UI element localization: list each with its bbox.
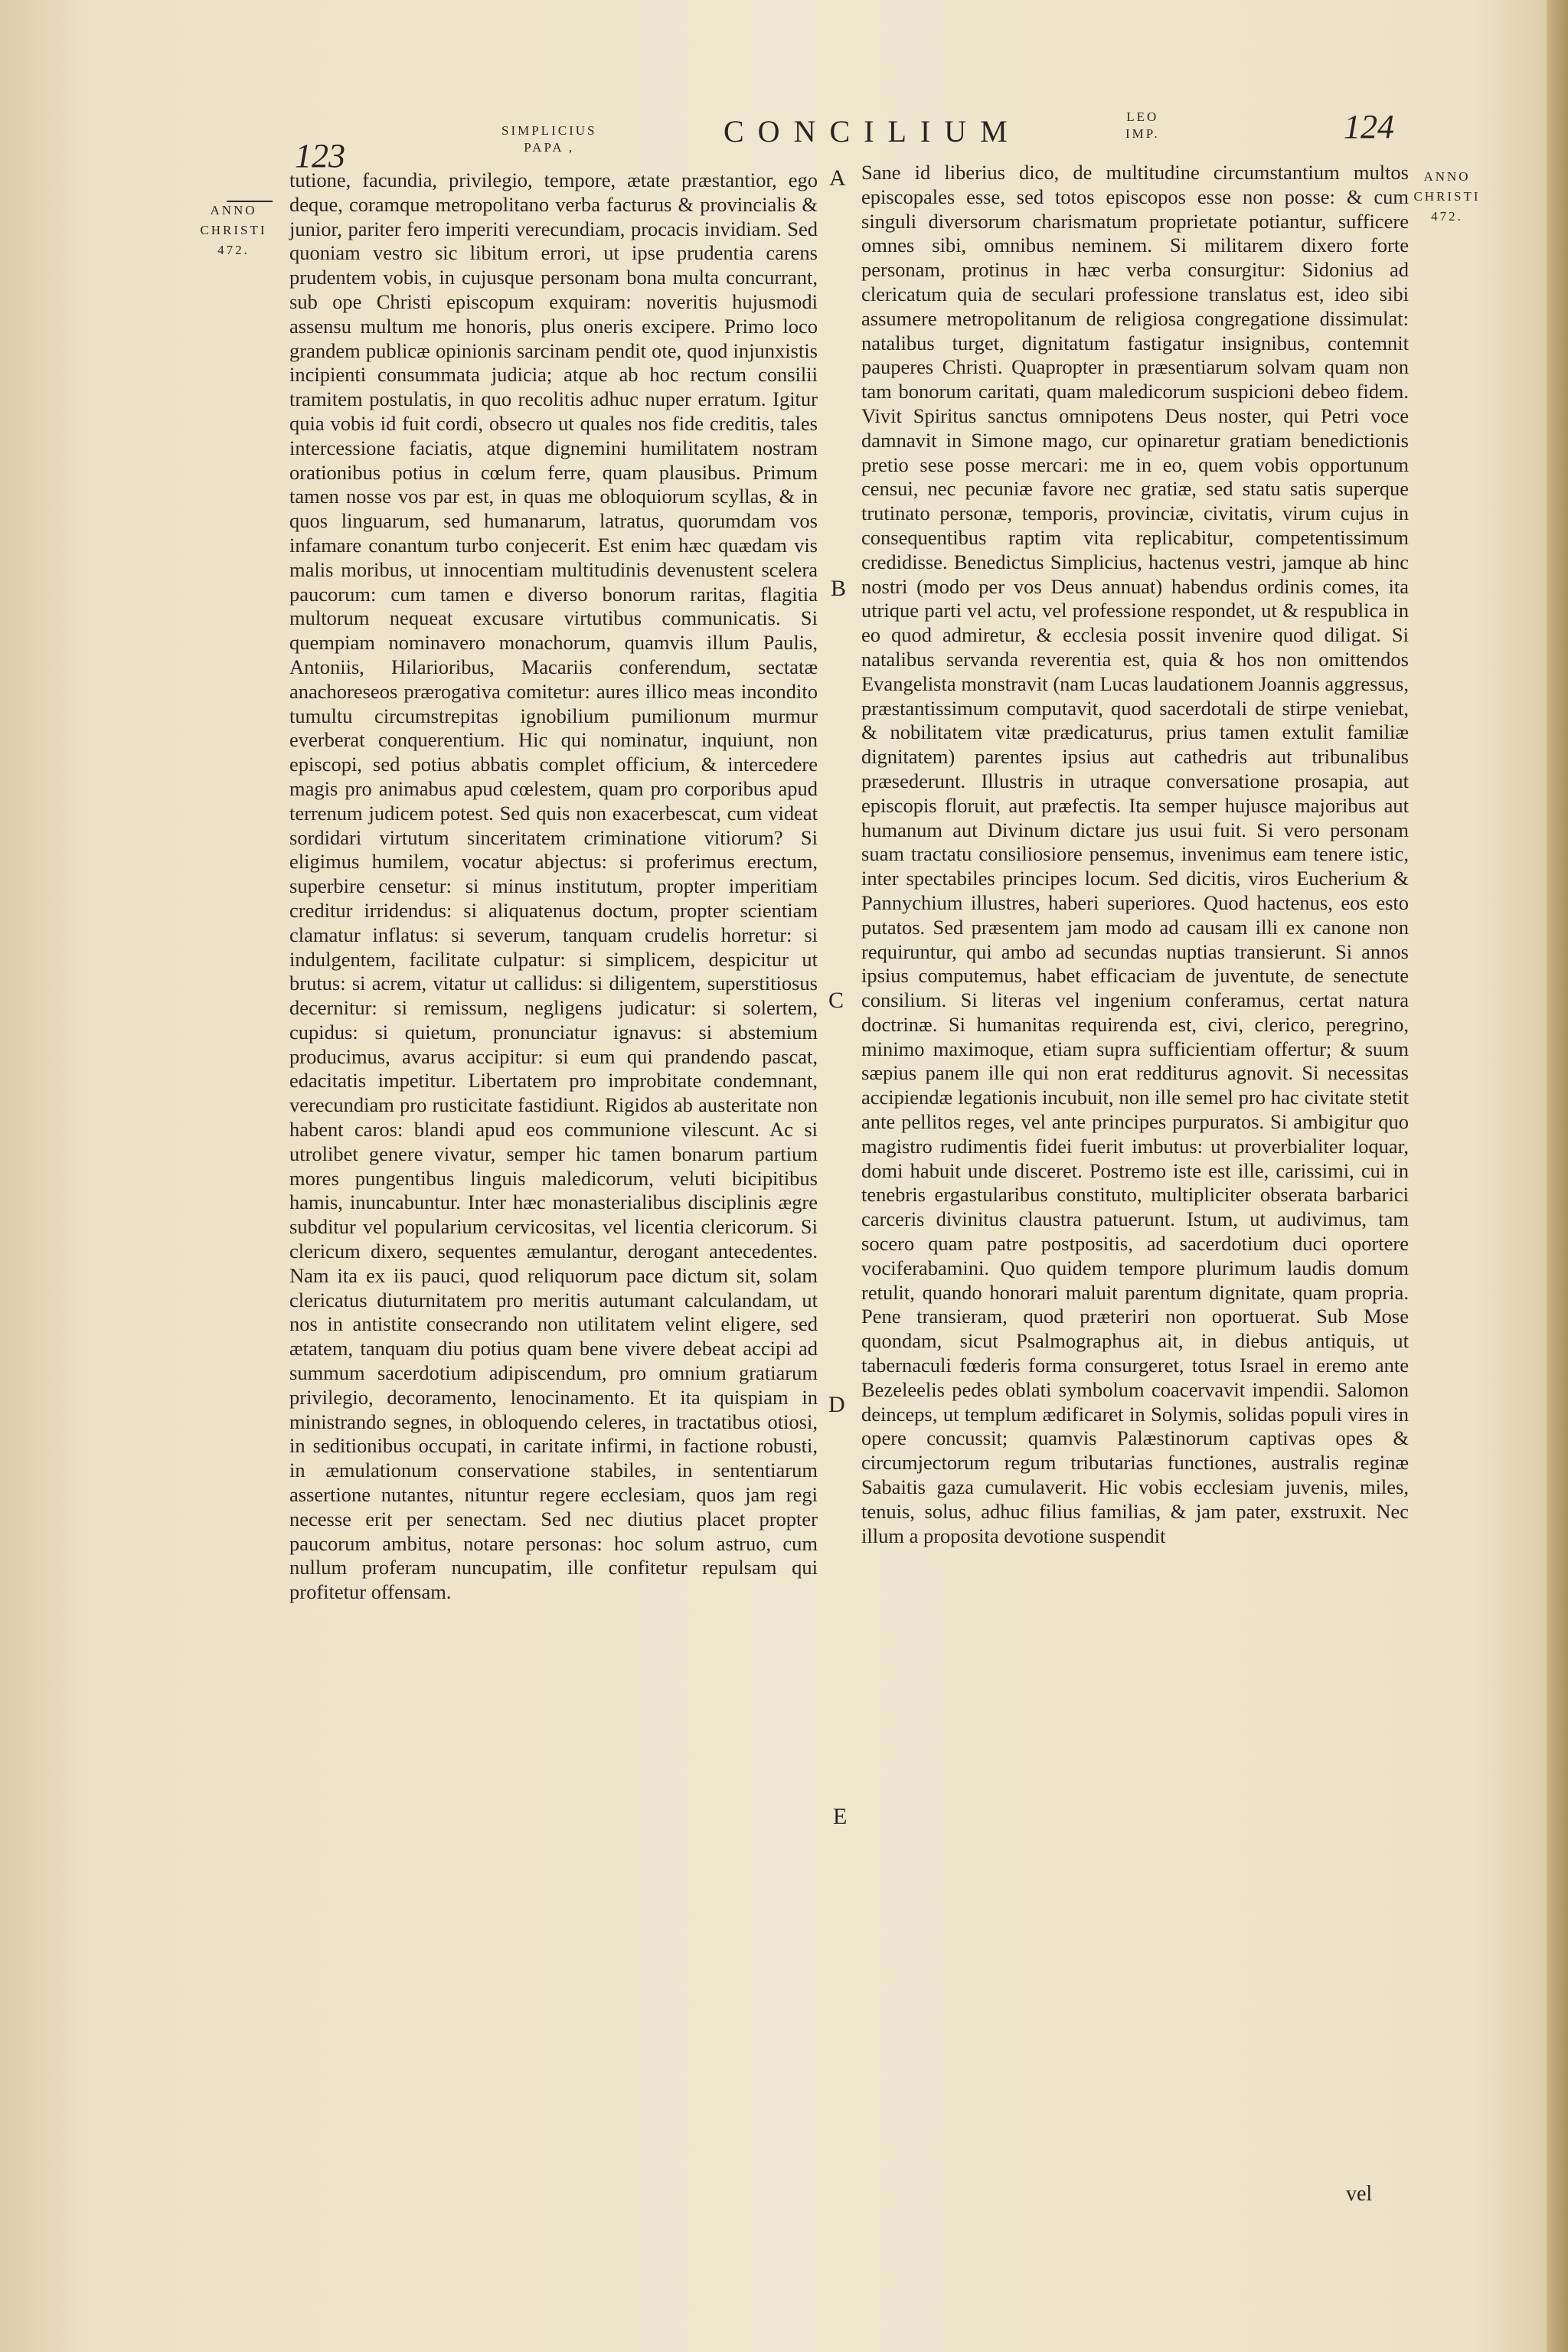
margin-note-line: ANNO — [1423, 169, 1471, 184]
margin-note-line: 472. — [1431, 209, 1463, 224]
section-letter: D — [828, 1392, 845, 1417]
section-letter: E — [833, 1804, 848, 1829]
book-binding-edge — [1547, 0, 1568, 2352]
running-head-left — [501, 122, 596, 156]
text-column-right — [861, 161, 1409, 2182]
section-letter: B — [831, 576, 847, 601]
running-head-left-line: SIMPLICIUS — [501, 123, 597, 138]
running-head-left-line: PAPA , — [524, 140, 575, 155]
text-column-left — [289, 168, 818, 2167]
page-number-right: 124 — [1344, 108, 1394, 145]
running-head-right — [1125, 109, 1160, 142]
margin-note-line: 472. — [217, 243, 250, 257]
page-number-left: 123 — [295, 137, 345, 175]
column-text: Sane id liberius dico, de multitudine circumstantium multos episcopales esse, sed totos episcopos esse non posse: & cum singuli diversorum charismatum proprietate potiantur, sufficere omnes sibi, omnibus neminem. Si militarem dixero forte personam, protinus in hæc verba consurgitur: Sidonius ad clericatum quia de seculari professione translatus est, ideo sibi assumere metropolitanum de religiosa congregatione dissimulat: natalibus turget, dignitatum fastigatur insignibus, contemnit pauperes Christi. Quapropter in præsentiarum solvam quam non tam bonorum caritati, quam maledicorum suspicioni debeo fidem. Vivit Spiritus sanctus omnipotens Deus noster, qui Petri voce damnavit in Simone mago, cur opinaretur gratiam benedictionis pretio sese posse mercari: me in eo, quem vobis opportunum censui, nec pecuniæ favore nec gratiæ, sed statu satis superque trutinato personæ, temporis, provinciæ, civitatis, virum cujus in consequentibus raptim vita replicabitur, competentissimum credidisse. Benedictus Simplicius, hactenus vestri, jamque ab hinc nostri (modo per vos Deus annuat) habendus ordinis comes, ita utrique parti vel actu, vel professione respondet, ut & respublica in eo quod admiretur, & ecclesia possit invenire quod diligat. Si natalibus servanda reverentia est, quia & hos non omittendos Evangelista monstravit (nam Lucas laudationem Joannis aggressus, præstantissimum computavit, quod sacerdotali de stirpe veniebat, & nobilitatem vitæ prædicaturus, prius tamen extulit familiæ dignitatem) parentes ipsius aut cathedris aut tribunalibus præsederunt. Illustris in utraque conversatione prosapia, aut episcopis floruit, aut præfectis. Ita semper hujusce majoribus aut humanum aut Divinum dictare jus usui fuit. Si vero personam suam tractatu consiliosiore pensemus, invenimus eam tenere istic, inter spectabiles principes locum. Sed dicitis, viros Eucherium & Pannychium illustres, haberi superiores. Quod hactenus, eos esto putatos. Sed præsentem jam modo ad causam illi ex canone non requiruntur, qui ambo ad secundas nuptias transierunt. Si annos ipsius computemus, habet efficaciam de juventute, de senectute consilium. Si literas vel ingenium conferamus, certat natura doctrinæ. Si humanitas requirenda est, civi, clerico, peregrino, minimo maximoque, etiam supra sufficientiam offertur; & suum sæpius panem ille qui non erat redditurus agnovit. Si necessitas accipiendæ legationis incubuit, non ille semel pro hac civitate stetit ante pellitos reges, vel ante principes purpuratos. Si ambigitur quo magistro rudimentis fidei fuerit imbutus: ut proverbialiter loquar, domi habuit unde disceret. Postremo iste est ille, carissimi, cui in tenebris ergastularibus constituto, multipliciter obserata barbarici carceris divinitus claustra patuerunt. Istum, ut audivimus, tam socero quam patre postpositis, ad sacerdotium duci oportere vociferabamini. Quo quidem tempore plurimum laudis domum retulit, quando honorari maluit parentum dignitate, quam propria. Pene transieram, quod præteriri non oportuerat. Sub Mose quondam, sicut Psalmographus ait, in diebus antiquis, ut tabernaculi fœderis forma consurgeret, totus Israel in eremo ante Bezeleelis pedes oblati symbolum coacervavit impendii. Salomon deinceps, ut templum ædificaret in Solymis, solidas populi vires in opere concussit; quamvis Palæstinorum captivas opes & circumjectorum regum tributarias functiones, australis reginæ Sabaitis gaza cumulaverit. Hic vobis ecclesiam juvenis, miles, tenuis, solus, adhuc filius familias, & jam pater, exstruxit. Nec illum a proposita devotione suspendit — [861, 161, 1409, 1547]
column-text: tutione, facundia, privilegio, tempore, ætate præstantior, ego deque, coramque metropolitano verba facturus & provincialis & junior, pariter fero imperiti verecundiam, procacis invidiam. Sed quoniam vestro sic libitum errori, ut ipse prudentia carens prudentem vobis, in cujusque personam bona multa concurrant, sub ope Christi episcopum exquiram: noveritis hujusmodi assensu multum me honoris, plus oneris excipere. Primo loco grandem publicæ opinionis sarcinam pendit ote, quod injunxistis incipienti consummata judicia; atque ab hoc rectum consilii tramitem postulatis, in quo recolitis adhuc nuper erratum. Igitur quia vobis id fuit cordi, obsecro ut quales nos fide creditis, tales intercessione faciatis, atque dignemini humilitatem nostram orationibus potius in cœlum ferre, quam plausibus. Primum tamen nosse vos par est, in quas me obloquiorum scyllas, & in quos linguarum, sed humanarum, latratus, quorumdam vos infamare conantum turbo conjecerit. Est enim hæc quædam vis malis moribus, ut innocentiam multitudinis devenustent scelera paucorum: cum tamen e diverso bonorum raritas, flagitia multorum nequeat excusare virtutibus communicatis. Si quempiam nominavero monachorum, quamvis illum Paulis, Antoniis, Hilarioribus, Macariis conferendum, sectatæ anachoreseos prærogativa comitetur: aures illico meas incondito tumultu circumstrepitas ignobilium pumilionum murmur everberat conquerentium. Hic qui nominatur, inquiunt, non episcopi, sed potius abbatis complet officium, & intercedere magis pro animabus apud cœlestem, quam pro corporibus apud terrenum judicem potest. Sed quis non exacerbescat, cum videat sordidari virtutum sinceritatem criminatione vitiorum? Si eligimus humilem, vocatur abjectus: si proferimus erectum, superbire censetur: si minus institutum, propter imperitiam creditur irridendus: si aliquatenus doctum, propter scientiam clamatur inflatus: si severum, tanquam crudelis horretur: si indulgentem, facilitate culpatur: si simplicem, despicitur ut brutus: si acrem, vitatur ut callidus: si diligentem, superstitiosus decernitur: si remissum, negligens judicatur: si solertem, cupidus: si quietum, pronunciatur ignavus: si abstemium producimus, avarus accipitur: si eum qui prandendo pascat, edacitatis impetitur. Libertatem pro improbitate condemnant, verecundiam pro rusticitate fastidiunt. Rigidos ab austeritate non habent caros: blandi apud eos communione vilescunt. Ac si utrolibet genere vivatur, semper hic tamen bonarum partium mores pungentibus linguis maledicorum, veluti bicipitibus hamis, inuncabuntur. Inter hæc monasterialibus disciplinis ægre subditur vel popularium cervicositas, vel licentia clericorum. Si clericum dixero, sequentes æmulantur, derogant antecedentes. Nam ita ex iis pauci, quod reliquorum pace dictum sit, solam clericatus diuturnitatem pro meritis autumant calculandam, ut nos in antistite consecrando non utilitatem velint eligere, sed ætatem, tanquam diu potius quam bene vivere debeat accipi ad summum sacerdotium adipiscendum, pro omnium gratiarum privilegio, decoramento, lenocinamento. Et ita quispiam in ministrando segnes, in obloquendo celeres, in tractatibus otiosi, in seditionibus occupati, in caritate infirmi, in factione robusti, in æmulationum conservatione stabiles, in sententiarum assertione nutantes, nituntur regere ecclesiam, quos jam regi necesse erit per senectam. Sed nec diutius placet propter paucorum ambitus, notare personas: hoc solum astruo, cum nullum proferam nuncupatim, ille confitetur repulsam qui profitetur offensam. — [289, 168, 818, 1604]
running-head-right-line: IMP. — [1125, 126, 1160, 141]
catchword: vel — [1346, 2182, 1373, 2206]
page-title: CONCILIUM — [724, 114, 1021, 149]
section-letter: A — [829, 165, 846, 191]
margin-note-line: CHRISTI — [200, 223, 267, 237]
margin-note-left — [195, 201, 272, 260]
margin-note-line: CHRISTI — [1413, 189, 1481, 204]
margin-note-line: ANNO — [210, 203, 257, 217]
page-header — [0, 107, 1568, 175]
margin-note-right — [1405, 167, 1489, 227]
section-letter: C — [828, 988, 844, 1013]
running-head-right-line: LEO — [1126, 109, 1159, 124]
